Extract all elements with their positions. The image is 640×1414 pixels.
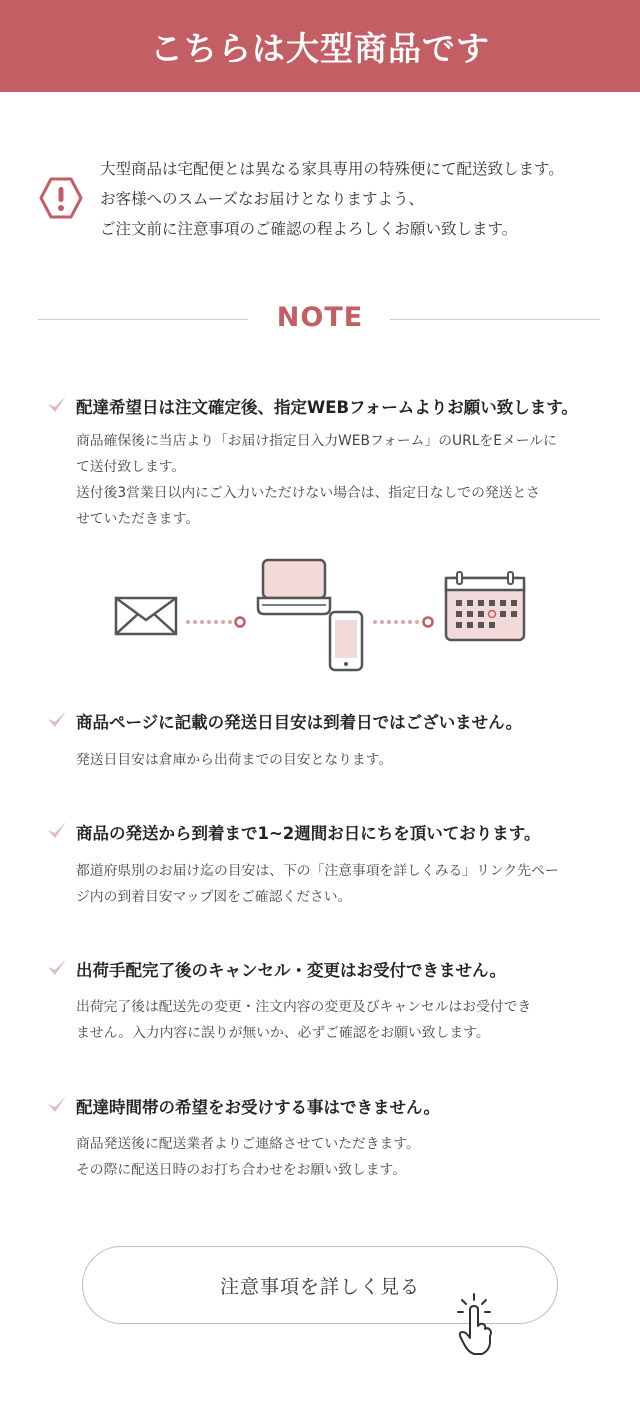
intro-line: 大型商品は宅配便とは異なる家具専用の特殊便にて配送致します。 <box>100 160 564 178</box>
flow-dots-left <box>186 620 232 624</box>
item-body-line: 出荷完了後は配送先の変更・注文内容の変更及びキャンセルはお受付でき <box>76 999 532 1015</box>
note-heading: NOTE <box>276 302 364 333</box>
item-body-line: その際に配送日時のお打ち合わせをお願い致します。 <box>76 1162 407 1178</box>
delivery-flow-illustration <box>0 548 640 678</box>
flow-node-right <box>424 618 433 627</box>
item-title: 配達希望日は注文確定後、指定WEBフォームよりお願い致します。 <box>76 398 578 417</box>
calendar-icon <box>446 572 524 640</box>
header-banner <box>0 0 640 92</box>
intro-line: お客様へのスムーズなお届けとなりますよう、 <box>100 190 424 208</box>
item-title: 配達時間帯の希望をお受けする事はできません。 <box>76 1098 440 1117</box>
item-body-line: 発送日目安は倉庫から出荷までの目安となります。 <box>76 752 393 768</box>
item-body-line: 商品発送後に配送業者よりご連絡させていただきます。 <box>76 1136 420 1152</box>
item-body-line: せていただきます。 <box>76 511 200 527</box>
warning-hexagon-icon <box>39 176 83 220</box>
item-body-line: 都道府県別のお届け迄の目安は、下の「注意事項を詳しくみる」リンク先ペー <box>76 863 559 879</box>
item-title: 出荷手配完了後のキャンセル・変更はお受付できません。 <box>76 961 506 980</box>
pointing-hand-icon <box>452 1292 500 1356</box>
page-title: こちらは大型商品です <box>150 28 490 68</box>
check-mark-icon <box>46 957 68 977</box>
item-body-line: 商品確保後に当店より「お届け指定日入力WEBフォーム」のURLをEメールに <box>76 433 557 449</box>
item-title: 商品の発送から到着まで1~2週間お日にちを頂いております。 <box>76 824 541 843</box>
item-title: 商品ページに記載の発送日目安は到着日ではございません。 <box>76 713 523 732</box>
laptop-icon <box>258 560 330 614</box>
item-body-line: ジ内の到着目安マップ図をご確認ください。 <box>76 889 352 905</box>
check-mark-icon <box>46 394 68 414</box>
item-body <box>76 747 606 773</box>
flow-dots-right <box>373 620 419 624</box>
item-body <box>76 428 606 532</box>
check-mark-icon <box>46 1094 68 1114</box>
item-body-line: ません。入力内容に誤りが無いか、必ずご確認をお願い致します。 <box>76 1025 490 1041</box>
item-body-line: 送付後3営業日以内にご入力いただけない場合は、指定日なしでの発送とさ <box>76 485 541 501</box>
check-mark-icon <box>46 820 68 840</box>
envelope-icon <box>116 598 176 634</box>
intro-text <box>100 154 620 244</box>
item-body <box>76 858 606 910</box>
item-body <box>76 994 606 1046</box>
item-body-line: て送付致します。 <box>76 459 186 475</box>
smartphone-icon <box>330 612 362 670</box>
intro-line: ご注文前に注意事項のご確認の程よろしくお願い致します。 <box>100 220 518 238</box>
flow-node-left <box>236 618 245 627</box>
check-mark-icon <box>46 709 68 729</box>
view-details-button-label: 注意事項を詳しく見る <box>219 1275 420 1298</box>
item-body <box>76 1131 606 1183</box>
